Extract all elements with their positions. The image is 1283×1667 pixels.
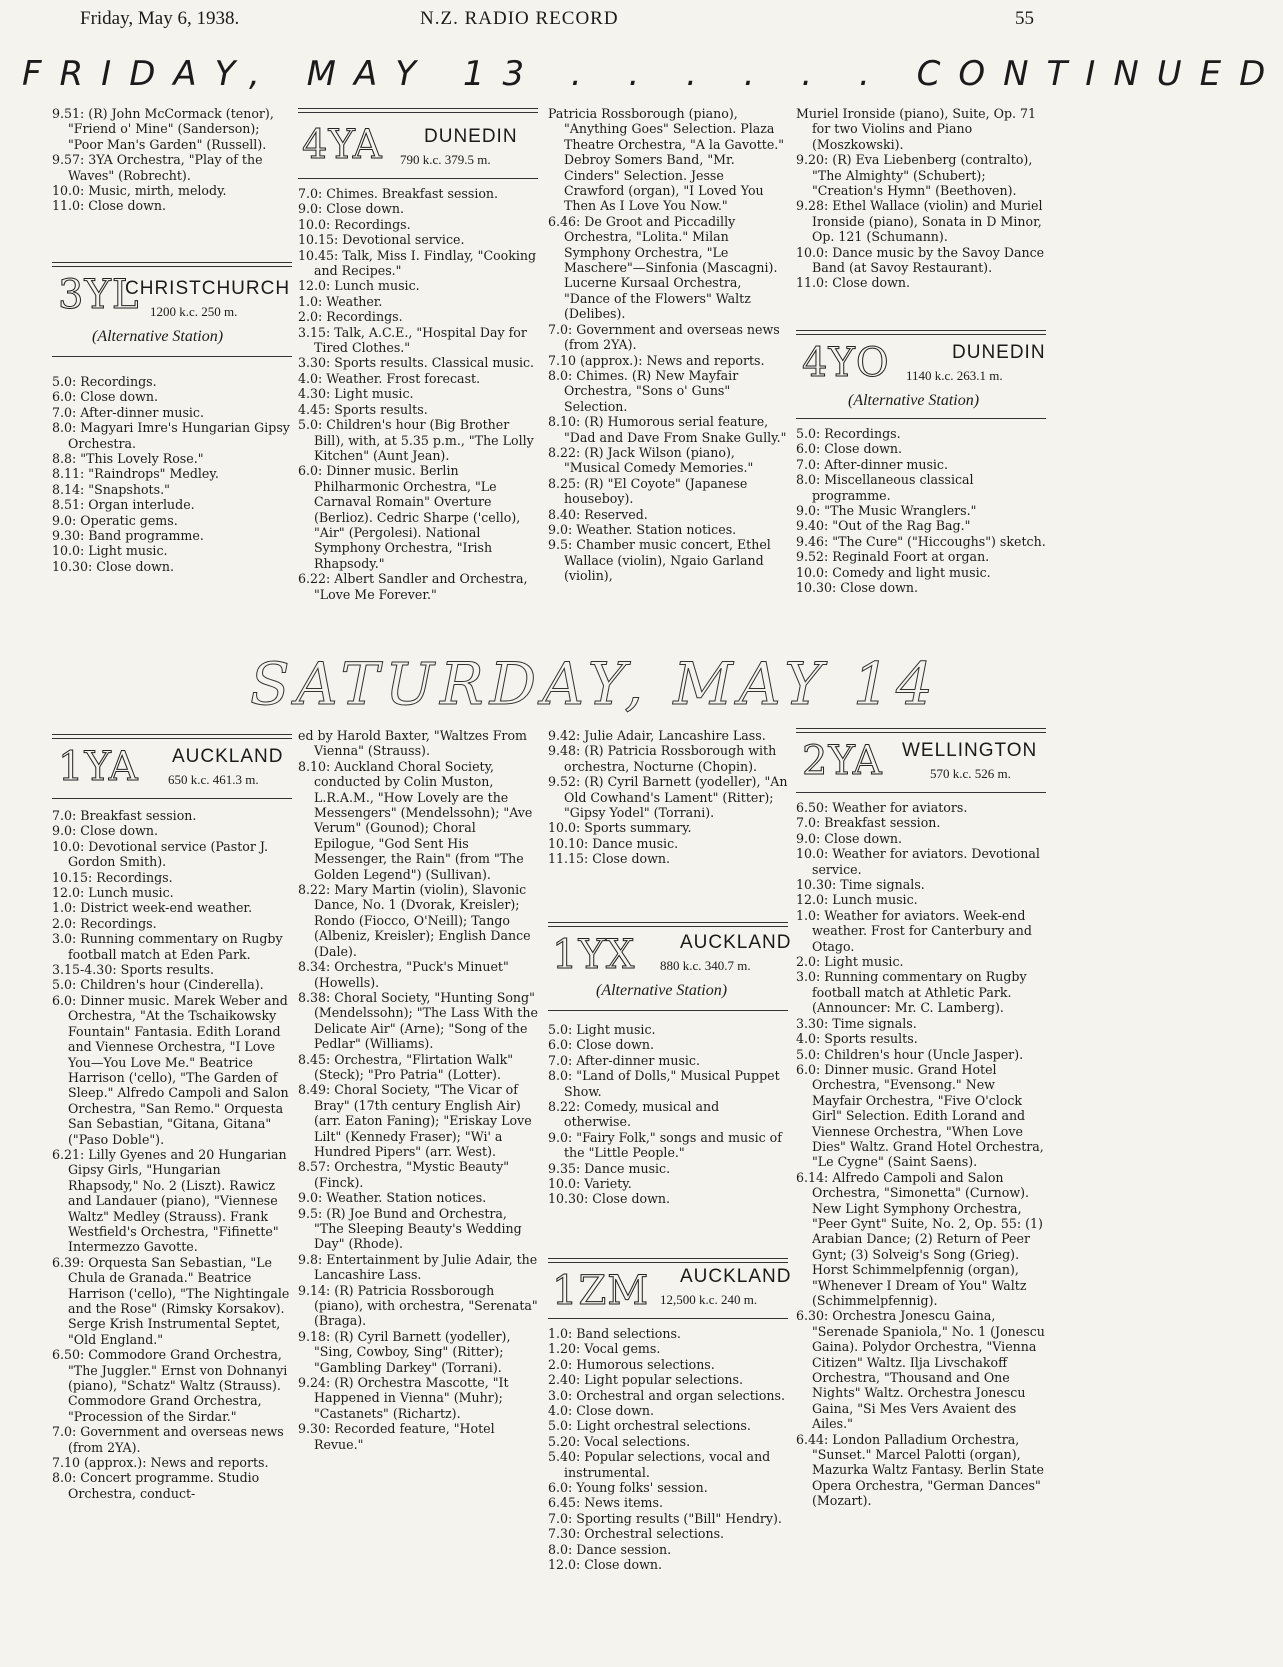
programme-entry: 5.0: Recordings. [796, 426, 901, 441]
programme-entry: 8.10: (R) Humorous serial feature, "Dad and Dave From Snake Gully." [548, 414, 787, 445]
programme-entry: 7.0: Government and overseas news (from 2YA). [52, 1424, 284, 1455]
programme-entry: ed by Harold Baxter, "Waltzes From Vienna" (Strauss). [298, 728, 527, 759]
programme-entry: 10.0: Dance music by the Savoy Dance Band (at Savoy Restaurant). [796, 244, 1045, 276]
programme-entry: 7.0: Sporting results ("Bill" Hendry). [548, 1510, 782, 1526]
programme-entry: 9.0: Close down. [298, 201, 404, 217]
programme-entry: 5.20: Vocal selections. [548, 1433, 691, 1449]
programme-entry: 12.0: Lunch music. [298, 278, 420, 294]
programme-entry: Muriel Ironside (piano), Suite, Op. 71 for two Violins and Piano (Moszkowski). [796, 106, 1037, 152]
programme-entry: 10.0: Music, mirth, melody. [52, 183, 227, 199]
divider [52, 262, 292, 267]
fri-3yl-list [52, 374, 292, 574]
sat-col2 [298, 728, 538, 1452]
programme-entry: 10.0: Recordings. [298, 216, 411, 232]
programme-entry: 9.35: Dance music. [548, 1160, 671, 1176]
fri-col2 [298, 186, 538, 602]
programme-entry: 8.38: Choral Society, "Hunting Song" (Mendelssohn); "The Lass With the Delicate Air" (Arne); "Song of the Pedlar" (Williams). [298, 989, 538, 1052]
programme-entry: 8.0: Miscellaneous classical programme. [796, 472, 974, 503]
programme-entry: 8.57: Orchestra, "Mystic Beauty" (Finck). [298, 1159, 510, 1190]
programme-entry: 9.48: (R) Patricia Rossborough with orchestra, Nocturne (Chopin). [548, 743, 777, 774]
programme-entry: 3.15: Talk, A.C.E., "Hospital Day for Tired Clothes." [298, 324, 527, 356]
programme-entry: 2.40: Light popular selections. [548, 1372, 743, 1388]
programme-entry: 7.10 (approx.): News and reports. [52, 1455, 269, 1471]
programme-entry: 10.30: Time signals. [796, 877, 925, 893]
station-call-1ya: 1YA [58, 744, 139, 790]
programme-entry: 8.0: Chimes. (R) New Mayfair Orchestra, "Sons o' Guns" Selection. [548, 367, 739, 414]
programme-entry: 5.0: Recordings. [52, 374, 157, 389]
programme-entry: 9.8: Entertainment by Julie Adair, the Lancashire Lass. [298, 1251, 538, 1283]
programme-entry: 8.45: Orchestra, "Flirtation Walk" (Steck); "Pro Patria" (Lotter). [298, 1051, 514, 1082]
station-city-4yo: DUNEDIN [952, 342, 1046, 363]
programme-entry: 6.0: Young folks' session. [548, 1480, 708, 1496]
programme-entry: 8.10: Auckland Choral Society, conducted by Colin Muston, L.R.A.M., "How Lovely are the Messengers" (Mendelssohn); "Ave Verum" (Gounod); Choral Epilogue, "God Sent His Messenger, the Rain" (from "The Golden Legend") (Sullivan). [298, 758, 533, 882]
sat-col3 [548, 728, 788, 867]
programme-entry: 4.0: Close down. [548, 1403, 654, 1419]
programme-entry: 7.0: Breakfast session. [796, 815, 941, 831]
divider [796, 792, 1046, 793]
programme-entry: 7.0: After-dinner music. [796, 456, 948, 472]
fri-col4 [796, 106, 1046, 291]
programme-entry: 12.0: Close down. [548, 1557, 662, 1573]
station-alt-1yx: (Alternative Station) [596, 982, 728, 999]
programme-entry: 1.0: District week-end weather. [52, 900, 253, 916]
programme-entry: 6.46: De Groot and Piccadilly Orchestra, "Lolita." Milan Symphony Orchestra, "Le Maschere"—Sinfonia (Mascagni). Lucerne Kursaal Orchestra, "Dance of the Flowers" Waltz (Delibes). [548, 213, 778, 322]
divider [548, 1318, 788, 1319]
fri-4yo-list [796, 426, 1046, 595]
programme-entry: 8.0: Magyari Imre's Hungarian Gipsy Orchestra. [52, 420, 290, 451]
programme-entry: 9.40: "Out of the Rag Bag." [796, 518, 971, 534]
sat-1yx-list [548, 1022, 788, 1207]
programme-entry: 8.51: Organ interlude. [52, 497, 195, 513]
programme-entry: 3.0: Running commentary on Rugby football match at Eden Park. [52, 931, 283, 962]
programme-entry: 9.46: "The Cure" ("Hiccoughs") sketch. [796, 533, 1046, 549]
station-freq-4yo: 1140 k.c. 263.1 m. [906, 368, 1003, 383]
page-number: 55 [1015, 8, 1034, 29]
programme-entry: 9.20: (R) Eva Liebenberg (contralto), "The Almighty" (Schubert); "Creation's Hymn" (Beethoven). [796, 152, 1033, 199]
divider [548, 1010, 788, 1011]
station-call-4yo: 4YO [802, 340, 890, 386]
programme-entry: 2.0: Humorous selections. [548, 1356, 715, 1372]
programme-entry: 9.18: (R) Cyril Barnett (yodeller), "Sing, Cowboy, Sing" (Ritter); "Gambling Darkey" (Torrani). [298, 1328, 511, 1375]
programme-entry: 10.30: Close down. [796, 580, 919, 596]
programme-entry: 7.0: After-dinner music. [52, 404, 204, 420]
programme-entry: 3.0: Running commentary on Rugby football match at Athletic Park. (Announcer: Mr. C. Lamberg). [796, 969, 1027, 1016]
programme-entry: 9.30: Band programme. [52, 528, 204, 544]
station-alt-3yl: (Alternative Station) [92, 328, 224, 345]
programme-entry: 1.0: Band selections. [548, 1326, 681, 1341]
programme-entry: 6.0: Dinner music. Grand Hotel Orchestra, "Evensong." New Mayfair Orchestra, "Five O'clock Girl" Selection. Edith Lorand and Viennese Orchestra, "When Love Dies" Waltz. Grand Hotel Orchestra, "Le Cygne" (Saint Saens). [796, 1061, 1044, 1170]
programme-entry: 9.0: Weather. Station notices. [298, 1190, 487, 1206]
programme-entry: 10.15: Recordings. [52, 869, 173, 885]
programme-entry: 9.24: (R) Orchestra Mascotte, "It Happened in Vienna" (Muhr); "Castanets" (Richartz). [298, 1375, 509, 1421]
programme-entry: 10.10: Dance music. [548, 835, 679, 851]
programme-entry: 7.30: Orchestral selections. [548, 1526, 725, 1542]
programme-entry: 6.45: News items. [548, 1495, 663, 1511]
programme-entry: 8.40: Reserved. [548, 506, 648, 522]
station-city-4ya: DUNEDIN [424, 126, 518, 147]
station-city-1zm: AUCKLAND [680, 1266, 792, 1287]
issue-date: Friday, May 6, 1938. [80, 8, 240, 29]
programme-entry: 9.52: (R) Cyril Barnett (yodeller), "An Old Cowhand's Lament" (Ritter); "Gipsy Yodel" (Torrani). [548, 774, 788, 821]
divider [298, 178, 538, 179]
programme-entry: 5.0: Light music. [548, 1022, 656, 1037]
programme-entry: 9.5: (R) Joe Bund and Orchestra, "The Sleeping Beauty's Wedding Day" (Rhode). [298, 1205, 522, 1252]
programme-entry: 6.14: Alfredo Campoli and Salon Orchestra, "Simonetta" (Curnow). New Light Symphony Orchestra, "Peer Gynt" Suite, No. 2, Op. 55: (1) Arabian Dance; (2) Return of Peer Gynt; (3) Solveig's Song (Grieg). Horst Schimmelpfennig (organ), "Whenever I Dream of You" Waltz (Schimmelpfennig). [796, 1169, 1043, 1308]
programme-entry: Patricia Rossborough (piano), "Anything Goes" Selection. Plaza Theatre Orchestra, "A la Gavotte." Debroy Somers Band, "Mr. Cinders" Selection. Jesse Crawford (organ), "I Loved You Then As I Love You Now." [548, 106, 785, 214]
programme-entry: 6.50: Commodore Grand Orchestra, "The Juggler." Ernst von Dohnanyi (piano), "Schatz" Waltz (Strauss). Commodore Grand Orchestra, "Procession of the Sirdar." [52, 1347, 288, 1424]
programme-entry: 10.15: Devotional service. [298, 232, 465, 248]
divider [796, 418, 1046, 419]
programme-entry: 8.25: (R) "El Coyote" (Japanese houseboy). [548, 475, 748, 507]
programme-entry: 12.0: Lunch music. [796, 892, 918, 908]
programme-entry: 6.0: Close down. [548, 1037, 654, 1053]
programme-entry: 6.0: Dinner music. Berlin Philharmonic Orchestra, "Le Carnaval Romain" Overture (Berlioz). Cedric Sharpe ('cello), "Air" (Pergolesi). National Symphony Orchestra, "Irish Rhapsody." [298, 463, 521, 571]
sat-col4 [796, 800, 1046, 1509]
programme-entry: 4.30: Light music. [298, 386, 414, 402]
programme-entry: 8.0: Concert programme. Studio Orchestra, conduct- [52, 1470, 260, 1501]
programme-entry: 8.22: Comedy, musical and otherwise. [548, 1099, 720, 1130]
divider [298, 108, 538, 113]
programme-entry: 6.30: Orchestra Jonescu Gaina, "Serenade Spaniola," No. 1 (Jonescu Gaina). Polydor Orchestra, "Vienna Citizen" Waltz. Ilja Livschakoff Orchestra, "Thousand and One Nights" Waltz. Orchestra Jonescu Gaina, "Si Mes Vers Avaient des Ailes." [796, 1308, 1045, 1432]
station-freq-2ya: 570 k.c. 526 m. [930, 766, 1011, 781]
station-city-1yx: AUCKLAND [680, 932, 792, 953]
programme-entry: 8.8: "This Lovely Rose." [52, 451, 204, 467]
programme-entry: 3.15-4.30: Sports results. [52, 962, 215, 978]
programme-entry: 6.0: Close down. [52, 389, 158, 405]
programme-entry: 6.22: Albert Sandler and Orchestra, "Love Me Forever." [298, 571, 528, 602]
programme-entry: 10.0: Variety. [548, 1176, 632, 1192]
programme-entry: 11.0: Close down. [52, 198, 166, 214]
programme-entry: 6.0: Dinner music. Marek Weber and Orchestra, "At the Tschaikowsky Fountain" Fantasia. Edith Lorand and Viennese Orchestra, "I Love You—You Love Me." Beatrice Harrison ('cello), "The Garden of Sleep." Alfredo Campoli and Salon Orchestra, "San Remo." Orquesta San Sebastian, "Gitana, Gitana" ("Paso Doble"). [52, 992, 289, 1147]
programme-entry: 9.0: Operatic gems. [52, 512, 178, 528]
programme-entry: 8.49: Choral Society, "The Vicar of Bray" (17th century English Air) (arr. Eaton Faning); "Eriskay Love Lilt" (Kennedy Fraser); "Wi' a Hundred Pipers" (arr. West). [298, 1082, 532, 1159]
station-city-2ya: WELLINGTON [902, 740, 1038, 761]
sat-1zm-list [548, 1326, 788, 1573]
station-call-3yl: 3YL [58, 272, 140, 318]
programme-entry: 5.0: Light orchestral selections. [548, 1418, 751, 1434]
programme-entry: 4.45: Sports results. [298, 401, 428, 417]
programme-entry: 10.30: Close down. [52, 558, 175, 574]
divider [52, 798, 292, 799]
programme-entry: 7.10 (approx.): News and reports. [548, 352, 765, 368]
divider [52, 356, 292, 357]
programme-entry: 6.0: Close down. [796, 441, 902, 457]
programme-entry: 10.30: Close down. [548, 1191, 671, 1207]
programme-entry: 8.22: (R) Jack Wilson (piano), "Musical Comedy Memories." [548, 444, 754, 476]
programme-entry: 8.34: Orchestra, "Puck's Minuet" (Howells). [298, 959, 509, 990]
programme-entry: 5.0: Children's hour (Big Brother Bill), with, at 5.35 p.m., "The Lolly Kitchen" (Aunt Jean). [298, 417, 534, 463]
station-alt-4yo: (Alternative Station) [848, 392, 980, 409]
station-call-2ya: 2YA [802, 738, 883, 784]
programme-entry: 9.0: "The Music Wranglers." [796, 503, 977, 519]
programme-entry: 2.0: Light music. [796, 954, 904, 970]
programme-entry: 2.0: Recordings. [52, 915, 157, 931]
programme-entry: 8.0: "Land of Dolls," Musical Puppet Show. [548, 1068, 780, 1099]
programme-entry: 5.0: Children's hour (Cinderella). [52, 977, 264, 993]
programme-entry: 9.0: Weather. Station notices. [548, 521, 737, 537]
programme-entry: 10.45: Talk, Miss I. Findlay, "Cooking and Recipes." [298, 247, 537, 279]
programme-entry: 8.14: "Snapshots." [52, 481, 170, 497]
programme-entry: 7.0: After-dinner music. [548, 1052, 700, 1068]
divider [796, 330, 1046, 335]
fri-col1 [52, 106, 292, 214]
publication-title: N.Z. RADIO RECORD [420, 8, 619, 29]
programme-entry: 2.0: Recordings. [298, 309, 403, 325]
programme-entry: 7.0: Chimes. Breakfast session. [298, 186, 499, 201]
programme-entry: 11.15: Close down. [548, 851, 671, 867]
programme-entry: 9.52: Reginald Foort at organ. [796, 549, 990, 565]
station-freq-1ya: 650 k.c. 461.3 m. [168, 772, 259, 787]
saturday-banner: SATURDAY, MAY 14 [250, 650, 939, 718]
programme-entry: 4.0: Weather. Frost forecast. [298, 370, 481, 386]
programme-entry: 9.57: 3YA Orchestra, "Play of the Waves" (Robrecht). [52, 152, 263, 183]
programme-entry: 6.50: Weather for aviators. [796, 800, 968, 815]
programme-entry: 3.30: Time signals. [796, 1015, 917, 1031]
programme-entry: 1.20: Vocal gems. [548, 1341, 661, 1357]
programme-entry: 8.11: "Raindrops" Medley. [52, 466, 219, 482]
programme-entry: 9.30: Recorded feature, "Hotel Revue." [298, 1421, 495, 1452]
station-freq-4ya: 790 k.c. 379.5 m. [400, 152, 491, 167]
programme-entry: 5.0: Children's hour (Uncle Jasper). [796, 1046, 1024, 1062]
station-call-1zm: 1ZM [552, 1268, 650, 1314]
programme-entry: 1.0: Weather. [298, 293, 383, 309]
divider [52, 734, 292, 739]
programme-entry: 7.0: Government and overseas news (from 2YA). [548, 321, 780, 353]
station-freq-1zm: 12,500 k.c. 240 m. [660, 1292, 758, 1307]
programme-entry: 9.51: (R) John McCormack (tenor), "Friend o' Mine" (Sanderson); "Poor Man's Garden" (Russell). [52, 106, 274, 152]
programme-entry: 6.44: London Palladium Orchestra, "Sunset." Marcel Palotti (organ), Mazurka Waltz Fantasy. Berlin State Opera Orchestra, "German Dances" (Mozart). [796, 1431, 1044, 1509]
programme-entry: 9.0: Close down. [796, 830, 902, 846]
programme-entry: 10.0: Comedy and light music. [796, 564, 991, 580]
programme-entry: 9.5: Chamber music concert, Ethel Wallace (violin), Ngaio Garland (violin), [548, 537, 771, 584]
station-call-1yx: 1YX [552, 932, 636, 978]
friday-banner: FRIDAY, MAY 13 . . . . . . CONTINUED [22, 54, 1283, 94]
programme-entry: 9.0: "Fairy Folk," songs and music of the "Little People." [548, 1129, 782, 1161]
programme-entry: 8.0: Dance session. [548, 1541, 672, 1557]
fri-col3 [548, 106, 788, 584]
divider [548, 1258, 788, 1263]
programme-entry: 9.14: (R) Patricia Rossborough (piano), with orchestra, "Serenata" (Braga). [298, 1282, 538, 1329]
programme-entry: 10.0: Devotional service (Pastor J. Gordon Smith). [52, 838, 268, 870]
programme-entry: 10.0: Light music. [52, 543, 168, 559]
programme-entry: 3.0: Orchestral and organ selections. [548, 1387, 785, 1403]
station-freq-1yx: 880 k.c. 340.7 m. [660, 958, 751, 973]
programme-entry: 9.42: Julie Adair, Lancashire Lass. [548, 728, 766, 743]
programme-entry: 9.28: Ethel Wallace (violin) and Muriel Ironside (piano), Sonata in D Minor, Op. 121 (Schumann). [796, 198, 1043, 245]
station-city-3yl: CHRISTCHURCH [125, 278, 291, 299]
station-city-1ya: AUCKLAND [172, 746, 284, 767]
sat-col1 [52, 808, 292, 1501]
divider [548, 922, 788, 927]
station-call-4ya: 4YA [302, 122, 383, 168]
programme-entry: 12.0: Lunch music. [52, 885, 174, 901]
programme-entry: 9.0: Close down. [52, 823, 158, 839]
programme-entry: 6.39: Orquesta San Sebastian, "Le Chula de Granada." Beatrice Harrison ('cello), "The Nightingale and the Rose" (Rimsky Korsakov). Serge Krish Instrumental Septet, "Old England." [52, 1254, 290, 1347]
programme-entry: 1.0: Weather for aviators. Week-end weather. Frost for Canterbury and Otago. [796, 907, 1032, 954]
programme-entry: 4.0: Sports results. [796, 1031, 918, 1047]
programme-entry: 11.0: Close down. [796, 275, 910, 291]
programme-entry: 10.0: Weather for aviators. Devotional service. [796, 846, 1040, 877]
programme-entry: 3.30: Sports results. Classical music. [298, 355, 535, 371]
programme-entry: 10.0: Sports summary. [548, 820, 692, 836]
station-freq-3yl: 1200 k.c. 250 m. [150, 304, 238, 319]
programme-entry: 6.21: Lilly Gyenes and 20 Hungarian Gipsy Girls, "Hungarian Rhapsody," No. 2 (Liszt). Rawicz and Landauer (piano), "Viennese Waltz" Medley (Strauss). Frank Westfield's Orchestra, "Fifinette" Intermezzo Gavotte. [52, 1146, 287, 1255]
programme-entry: 8.22: Mary Martin (violin), Slavonic Dance, No. 1 (Dvorak, Kreisler); Rondo (Fiocco, O'Neill); Tango (Albeniz, Kreisler); English Dance (Dale). [298, 882, 531, 959]
divider [796, 728, 1046, 733]
programme-entry: 7.0: Breakfast session. [52, 808, 197, 823]
programme-entry: 5.40: Popular selections, vocal and instrumental. [548, 1449, 771, 1480]
